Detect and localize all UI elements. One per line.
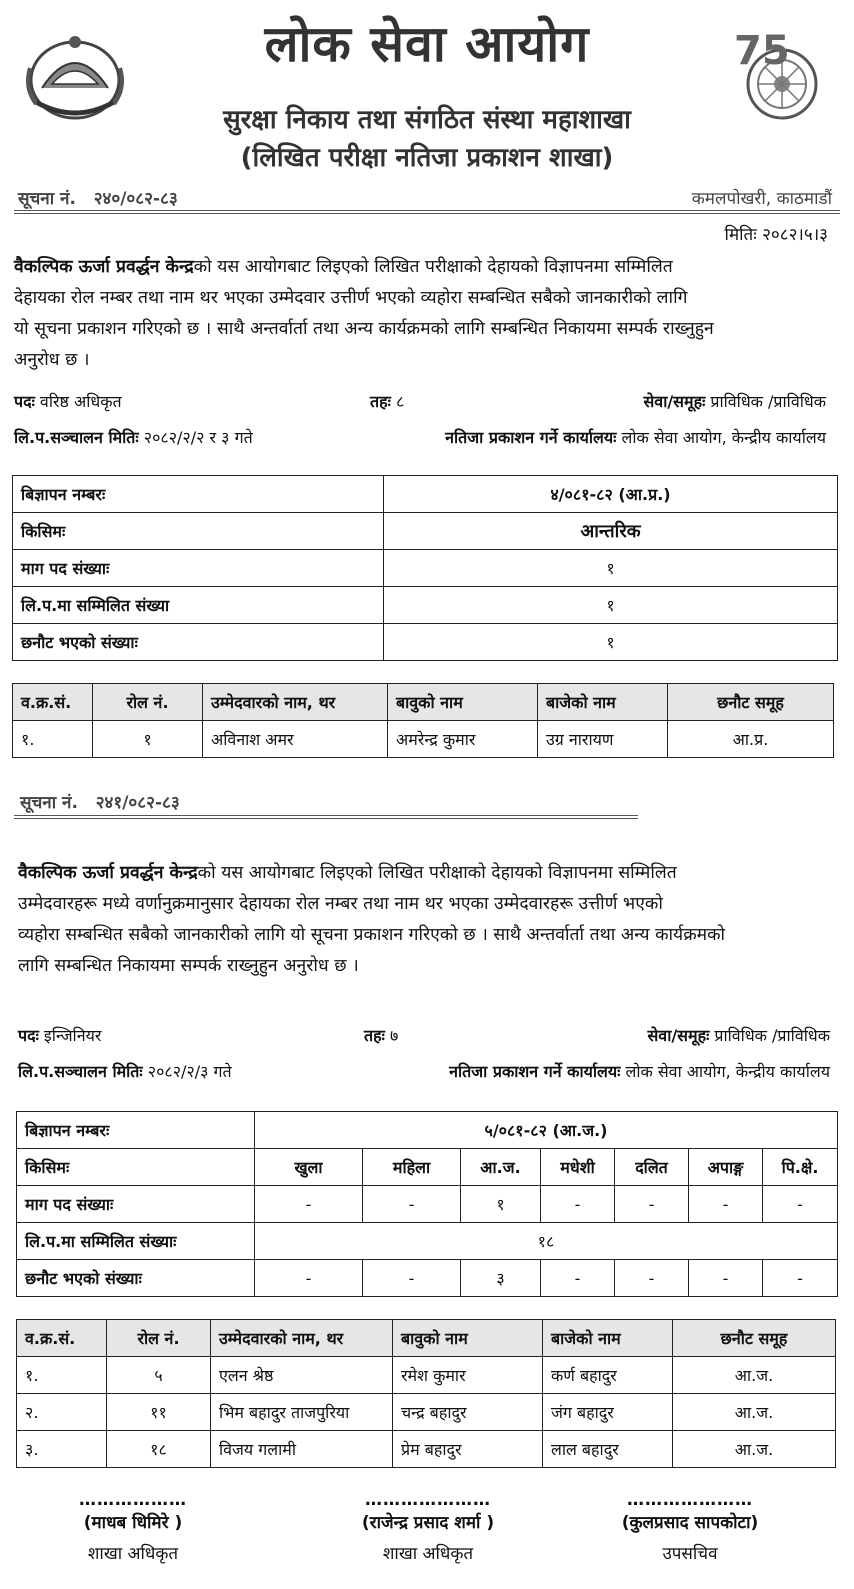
demand-cell: - xyxy=(763,1186,838,1223)
notice1-post-value: वरिष्ठ अधिकृत xyxy=(39,392,122,411)
cell-grandfather: लाल बहादुर xyxy=(543,1431,673,1468)
notice2-level-label: तहः xyxy=(364,1026,385,1045)
category-cell: मधेशी xyxy=(541,1149,615,1186)
table-row xyxy=(13,721,834,758)
signature-block xyxy=(318,1490,538,1564)
notice1-line1: को यस आयोगबाट लिइएको लिखित परीक्षाको देहायको विज्ञापनमा सम्मिलित xyxy=(193,257,673,277)
cell-grandfather: जंग बहादुर xyxy=(543,1394,673,1431)
cell-grandfather: उग्र नारायण xyxy=(538,721,668,758)
col-header: रोल नं. xyxy=(93,684,203,721)
notice1-office-value: लोक सेवा आयोग, केन्द्रीय कार्यालय xyxy=(621,428,826,447)
selected-cell: ३ xyxy=(461,1260,541,1297)
notice2-exam-date-value: २०८२/२/३ गते xyxy=(147,1062,232,1081)
selected-cell: - xyxy=(363,1260,461,1297)
header-divider xyxy=(14,210,840,214)
category-cell: दलित xyxy=(615,1149,689,1186)
info-label: किसिमः xyxy=(13,513,384,550)
notice1-post-label: पदः xyxy=(14,392,35,411)
signatory-title: शाखा अधिकृत xyxy=(87,1544,179,1564)
signatory-title: उपसचिव xyxy=(662,1544,718,1564)
notice1-date-value: २०८२।५।३ xyxy=(762,225,828,245)
cell-roll: ११ xyxy=(107,1394,211,1431)
cell-name: विजय गलामी xyxy=(211,1431,393,1468)
table-row xyxy=(17,1223,838,1260)
table-header-row xyxy=(13,684,834,721)
signature-block xyxy=(48,1490,218,1564)
info-value: १ xyxy=(384,550,838,587)
notice2-info-table xyxy=(16,1111,838,1297)
info-value: १ xyxy=(384,624,838,661)
notice2-level xyxy=(364,1024,398,1046)
info-label: बिज्ञापन नम्बरः xyxy=(13,476,384,513)
demand-cell: - xyxy=(615,1186,689,1223)
demand-cell: - xyxy=(255,1186,363,1223)
info-value: ५/०८१-८२ (आ.ज.) xyxy=(255,1112,838,1149)
col-header: उम्मेदवारको नाम, थर xyxy=(211,1320,393,1357)
cell-father: अमरेन्द्र कुमार xyxy=(388,721,538,758)
col-header: बाजेको नाम xyxy=(543,1320,673,1357)
category-cell: पि.क्षे. xyxy=(763,1149,838,1186)
col-header: बावुको नाम xyxy=(388,684,538,721)
table-row xyxy=(17,1431,836,1468)
selected-cell: - xyxy=(615,1260,689,1297)
notice2-number xyxy=(20,790,180,813)
notice2-post-label: पदः xyxy=(18,1026,39,1045)
notice2-post xyxy=(18,1024,101,1046)
col-header: छनौट समूह xyxy=(668,684,834,721)
table-row xyxy=(17,1186,838,1223)
cell-group: आ.ज. xyxy=(673,1431,836,1468)
demand-cell: - xyxy=(363,1186,461,1223)
notice2-body xyxy=(18,858,834,982)
notice2-line1: को यस आयोगबाट लिइएको लिखित परीक्षाको देहायको विज्ञापनमा सम्मिलित xyxy=(197,863,677,883)
notice1-service-label: सेवा/समूहः xyxy=(643,392,706,411)
notice1-level-label: तहः xyxy=(370,392,391,411)
col-header: उम्मेदवारको नाम, थर xyxy=(203,684,388,721)
col-header: रोल नं. xyxy=(107,1320,211,1357)
notice1-office xyxy=(445,426,826,448)
table-row xyxy=(13,587,838,624)
notice1-info-table xyxy=(12,475,838,661)
notice1-exam-date-value: २०८२/२/२ र ३ गते xyxy=(143,428,253,447)
signature-block xyxy=(590,1490,790,1564)
info-label: माग पद संख्याः xyxy=(17,1186,255,1223)
info-label: बिज्ञापन नम्बरः xyxy=(17,1112,255,1149)
cell-roll: १८ xyxy=(107,1431,211,1468)
table-header-row xyxy=(17,1320,836,1357)
signatory-name: (राजेन्द्र प्रसाद शर्मा ) xyxy=(361,1513,495,1533)
demand-cell: १ xyxy=(461,1186,541,1223)
col-header: बावुको नाम xyxy=(393,1320,543,1357)
notice1-exam-date xyxy=(14,426,253,448)
cell-sn: १. xyxy=(17,1357,107,1394)
office-location: कमलपोखरी, काठमाडौं xyxy=(691,189,832,209)
notice1-results-table xyxy=(12,683,834,758)
notice1-date-label: मितिः xyxy=(724,225,757,245)
category-cell: अपाङ्ग xyxy=(689,1149,763,1186)
signatory-name: (कुलप्रसाद सापकोटा) xyxy=(621,1513,759,1533)
cell-name: भिम बहादुर ताजपुरिया xyxy=(211,1394,393,1431)
cell-group: आ.प्र. xyxy=(668,721,834,758)
selected-cell: - xyxy=(763,1260,838,1297)
cell-name: एलन श्रेष्ठ xyxy=(211,1357,393,1394)
participants-cell: १८ xyxy=(255,1223,838,1260)
notice2-exam-date xyxy=(18,1060,232,1082)
info-value: आन्तरिक xyxy=(384,513,838,550)
selected-cell: - xyxy=(541,1260,615,1297)
table-row xyxy=(13,550,838,587)
page-title: लोक सेवा आयोग xyxy=(264,15,590,73)
notice2-line2: उम्मेदवारहरू मध्ये वर्णानुक्रमानुसार देहायका रोल नम्बर तथा नाम थर भएका उम्मेदवारहरू उत्तीर्ण भएको xyxy=(18,894,663,914)
notice1-post xyxy=(14,390,122,412)
notice2-office-value: लोक सेवा आयोग, केन्द्रीय कार्यालय xyxy=(625,1062,830,1081)
col-header: व.क्र.सं. xyxy=(13,684,93,721)
notice2-results-table xyxy=(16,1319,836,1468)
cell-group: आ.ज. xyxy=(673,1357,836,1394)
cell-roll: १ xyxy=(93,721,203,758)
notice2-number-label: सूचना नं. xyxy=(20,793,78,813)
notice1-exam-date-label: लि.प.सञ्चालन मितिः xyxy=(14,428,139,447)
notice1-number-value: २४०/०८२-८३ xyxy=(93,189,178,209)
notice2-line4: लागि सम्बन्धित निकायमा सम्पर्क राख्नुहुन अनुरोध छ । xyxy=(18,956,359,976)
selected-cell: - xyxy=(689,1260,763,1297)
notice2-office xyxy=(449,1060,830,1082)
cell-father: रमेश कुमार xyxy=(393,1357,543,1394)
notice2-number-value: २४१/०८२-८३ xyxy=(95,793,180,813)
signatory-name: (माधब धिमिरे ) xyxy=(83,1513,183,1533)
category-cell: आ.ज. xyxy=(461,1149,541,1186)
notice1-level xyxy=(370,390,404,412)
table-row xyxy=(13,513,838,550)
notice1-date xyxy=(725,222,828,245)
notice1-line3: यो सूचना प्रकाशन गरिएको छ । साथै अन्तर्वार्ता तथा अन्य कार्यक्रमको लागि सम्बन्धित निकायमा सम्पर्क राख्नुहुन xyxy=(14,319,714,339)
section-name: (लिखित परीक्षा नतिजा प्रकाशन शाखा) xyxy=(240,143,614,173)
cell-roll: ५ xyxy=(107,1357,211,1394)
cell-name: अविनाश अमर xyxy=(203,721,388,758)
cell-sn: १. xyxy=(13,721,93,758)
info-label: लि.प.मा सम्मिलित संख्याः xyxy=(17,1223,255,1260)
notice1-service xyxy=(643,390,826,412)
notice1-org: वैकल्पिक ऊर्जा प्रवर्द्धन केन्द्र xyxy=(14,257,194,277)
info-label: छनौट भएको संख्याः xyxy=(17,1260,255,1297)
table-row xyxy=(13,476,838,513)
info-value: १ xyxy=(384,587,838,624)
notice1-line4: अनुरोध छ । xyxy=(14,350,90,370)
col-header: छनौट समूह xyxy=(673,1320,836,1357)
notice1-number xyxy=(18,186,178,209)
table-row xyxy=(17,1357,836,1394)
notice1-level-value: ८ xyxy=(395,392,405,411)
info-label: लि.प.मा सम्मिलित संख्या xyxy=(13,587,384,624)
notice2-post-value: इन्जिनियर xyxy=(43,1026,102,1045)
notice2-line3: व्यहोरा सम्बन्धित सबैको जानकारीको लागि यो सूचना प्रकाशन गरिएको छ । साथै अन्तर्वार्ता तथा अन्य कार्यक्रमको xyxy=(18,925,726,945)
table-row xyxy=(17,1394,836,1431)
demand-cell: - xyxy=(541,1186,615,1223)
category-cell: खुला xyxy=(255,1149,363,1186)
signature-line: ………………… xyxy=(365,1490,491,1510)
notice1-office-label: नतिजा प्रकाशन गर्ने कार्यालयः xyxy=(445,428,617,447)
cell-group: आ.ज. xyxy=(673,1394,836,1431)
info-label: किसिमः xyxy=(17,1149,255,1186)
selected-cell: - xyxy=(255,1260,363,1297)
cell-father: प्रेम बहादुर xyxy=(393,1431,543,1468)
table-row xyxy=(17,1260,838,1297)
table-row xyxy=(13,624,838,661)
info-label: माग पद संख्याः xyxy=(13,550,384,587)
notice2-office-label: नतिजा प्रकाशन गर्ने कार्यालयः xyxy=(449,1062,621,1081)
notice2-divider xyxy=(14,815,638,819)
jubilee-number: 75 xyxy=(734,28,790,74)
notice2-service xyxy=(647,1024,830,1046)
notice1-line2: देहायका रोल नम्बर तथा नाम थर भएका उम्मेदवार उत्तीर्ण भएको व्यहोरा सम्बन्धित सबैको जानकारीको लागि xyxy=(14,288,688,308)
info-label: छनौट भएको संख्याः xyxy=(13,624,384,661)
signature-line: ……………… xyxy=(79,1490,187,1510)
cell-father: चन्द्र बहादुर xyxy=(393,1394,543,1431)
col-header: व.क्र.सं. xyxy=(17,1320,107,1357)
info-value: ४/०८१-८२ (आ.प्र.) xyxy=(384,476,838,513)
table-row xyxy=(17,1112,838,1149)
notice2-service-value: प्राविधिक /प्राविधिक xyxy=(714,1026,830,1045)
notice1-service-value: प्राविधिक /प्राविधिक xyxy=(710,392,826,411)
category-cell: महिला xyxy=(363,1149,461,1186)
table-row xyxy=(17,1149,838,1186)
col-header: बाजेको नाम xyxy=(538,684,668,721)
notice1-body xyxy=(14,252,832,376)
cell-grandfather: कर्ण बहादुर xyxy=(543,1357,673,1394)
cell-sn: ३. xyxy=(17,1431,107,1468)
signatory-title: शाखा अधिकृत xyxy=(382,1544,474,1564)
division-name: सुरक्षा निकाय तथा संगठित संस्था महाशाखा xyxy=(223,105,631,135)
cell-sn: २. xyxy=(17,1394,107,1431)
notice2-level-value: ७ xyxy=(389,1026,399,1045)
notice1-number-label: सूचना नं. xyxy=(18,189,76,209)
notice2-exam-date-label: लि.प.सञ्चालन मितिः xyxy=(18,1062,143,1081)
notice2-service-label: सेवा/समूहः xyxy=(647,1026,710,1045)
signature-line: ………………… xyxy=(627,1490,753,1510)
demand-cell: - xyxy=(689,1186,763,1223)
notice2-org: वैकल्पिक ऊर्जा प्रवर्द्धन केन्द्र xyxy=(18,863,198,883)
